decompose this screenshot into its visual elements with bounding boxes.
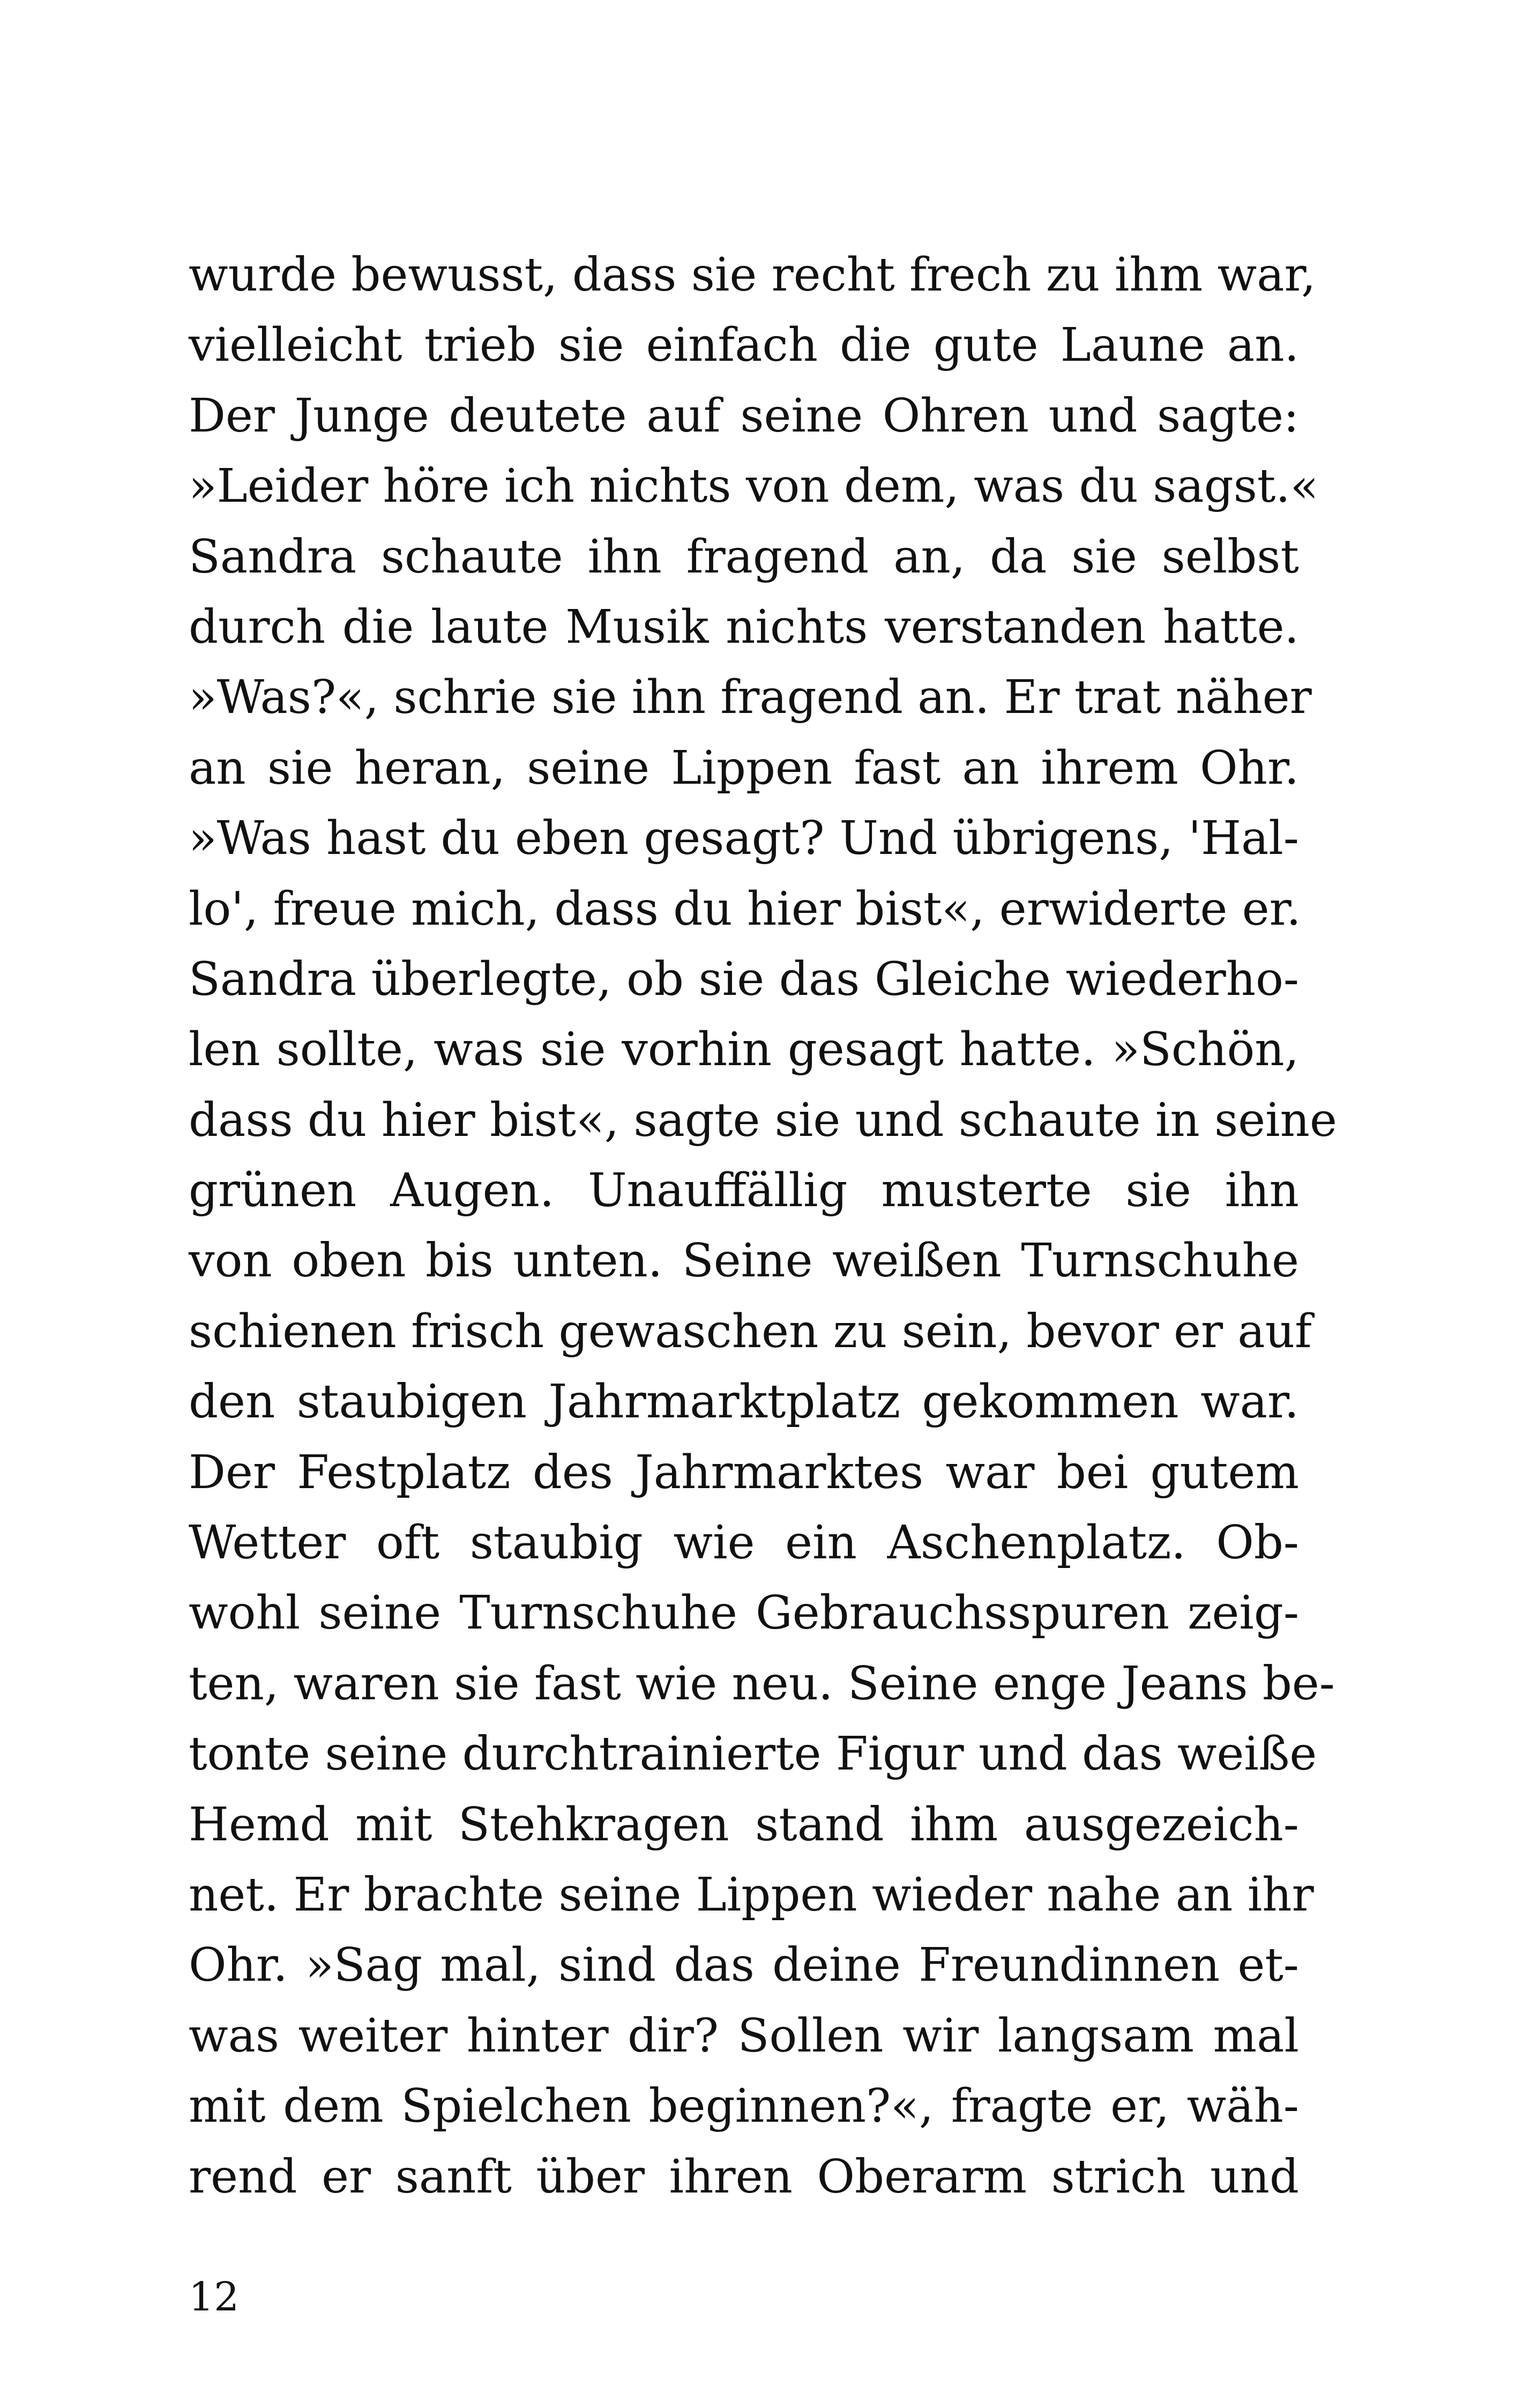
text-line: Wetter oft staubig wie ein Aschenplatz. Ob-: [189, 1516, 1299, 1570]
text-line: rend er sanft über ihren Oberarm strich und: [189, 2150, 1299, 2204]
body-text: [189, 240, 1337, 2212]
text-line: Sandra überlegte, ob sie das Gleiche wiederho-: [189, 952, 1299, 1006]
text-line: Der Festplatz des Jahrmarktes war bei gutem: [189, 1445, 1299, 1499]
text-line: »Leider höre ich nichts von dem, was du sagst.«: [189, 459, 1319, 514]
text-line: net. Er brachte seine Lippen wieder nahe an ihr: [189, 1868, 1314, 1922]
text-line: vielleicht trieb sie einfach die gute Laune an.: [189, 318, 1299, 373]
text-line: schienen frisch gewaschen zu sein, bevor er auf: [189, 1304, 1312, 1358]
text-line: wohl seine Turnschuhe Gebrauchsspuren zeig-: [189, 1586, 1299, 1640]
text-line: an sie heran, seine Lippen fast an ihrem Ohr.: [189, 741, 1299, 795]
page-number: 12: [189, 2274, 240, 2320]
text-line: tonte seine durchtrainierte Figur und das weiße: [189, 1727, 1317, 1781]
text-line: Hemd mit Stehkragen stand ihm ausgezeich-: [189, 1797, 1299, 1852]
text-line: lo', freue mich, dass du hier bist«, erwiderte er.: [189, 882, 1301, 936]
text-line: Der Junge deutete auf seine Ohren und sagte:: [189, 389, 1299, 443]
text-line: dass du hier bist«, sagte sie und schaute in seine: [189, 1093, 1337, 1147]
text-line: ten, waren sie fast wie neu. Seine enge Jeans be-: [189, 1656, 1335, 1711]
text-line: grünen Augen. Unauffällig musterte sie ihn: [189, 1164, 1299, 1218]
text-line: mit dem Spielchen beginnen?«, fragte er, wäh-: [189, 2079, 1299, 2134]
text-line: »Was hast du eben gesagt? Und übrigens, 'Hal-: [189, 812, 1299, 866]
text-line: »Was?«, schrie sie ihn fragend an. Er trat näher: [189, 671, 1312, 725]
text-line: was weiter hinter dir? Sollen wir langsam mal: [189, 2009, 1299, 2063]
text-line: durch die laute Musik nichts verstanden hatte.: [189, 600, 1299, 654]
text-line: Sandra schaute ihn fragend an, da sie selbst: [189, 530, 1299, 584]
text-line: von oben bis unten. Seine weißen Turnschuhe: [189, 1234, 1299, 1288]
text-line: len sollte, was sie vorhin gesagt hatte. »Schön,: [189, 1023, 1299, 1077]
text-line: Ohr. »Sag mal, sind das deine Freundinnen et-: [189, 1938, 1299, 1993]
text-line: wurde bewusst, dass sie recht frech zu ihm war,: [189, 248, 1316, 302]
text-line: den staubigen Jahrmarktplatz gekommen war.: [189, 1375, 1299, 1429]
